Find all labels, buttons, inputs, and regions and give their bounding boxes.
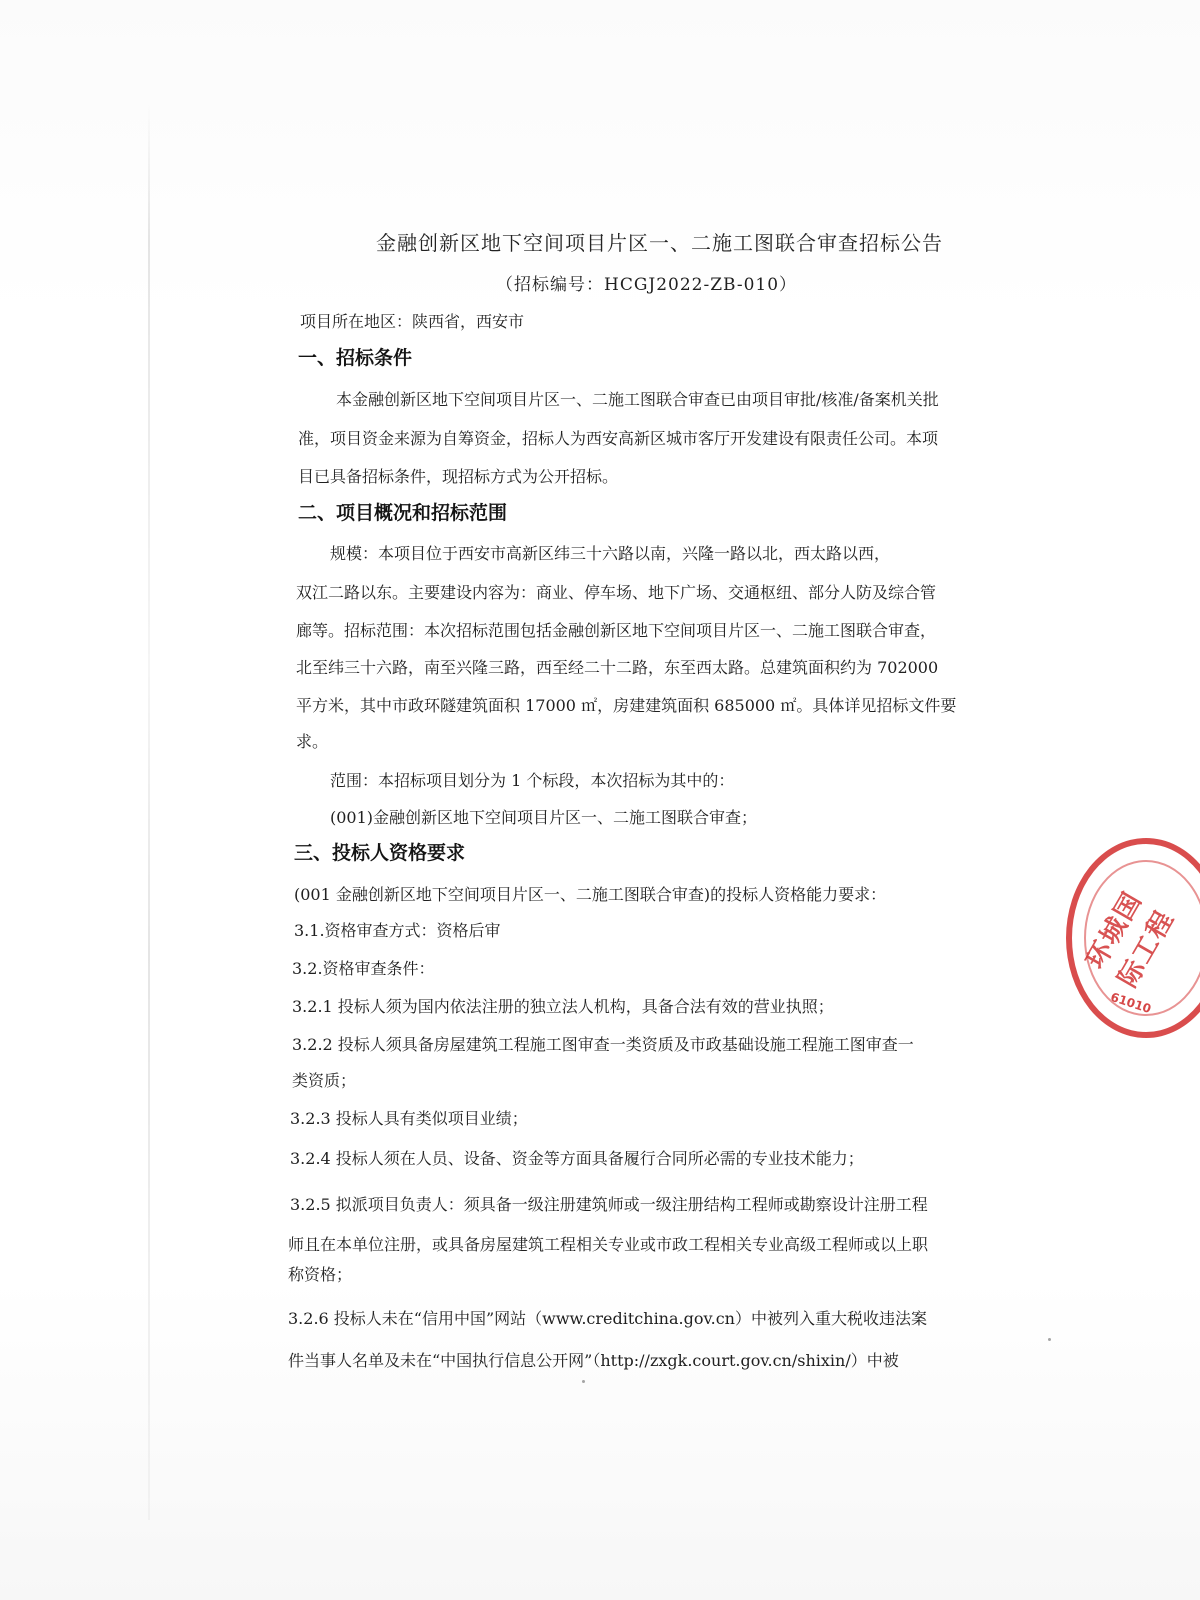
section-heading-2: 二、项目概况和招标范围 — [298, 502, 508, 524]
seal-number: 61010 — [1108, 989, 1153, 1017]
document-subtitle: （招标编号：HCGJ2022-ZB-010） — [496, 275, 798, 295]
scan-edge — [148, 100, 150, 1520]
paragraph-line: 类资质； — [292, 1071, 357, 1090]
document-title: 金融创新区地下空间项目片区一、二施工图联合审查招标公告 — [376, 231, 943, 255]
paragraph-line: 称资格； — [288, 1265, 353, 1284]
paragraph-line: 3.2.2 投标人须具备房屋建筑工程施工图审查一类资质及市政基础设施工程施工图审查一 — [292, 1035, 914, 1054]
section-heading-1: 一、招标条件 — [298, 347, 413, 369]
paragraph-line: 3.1.资格审查方式：资格后审 — [294, 921, 501, 940]
paragraph-line: 3.2.资格审查条件： — [292, 959, 435, 978]
paragraph-line: 件当事人名单及未在“中国执行信息公开网”（http://zxgk.court.gov.cn/shixin/）中被 — [288, 1351, 899, 1370]
paragraph-line: 3.2.1 投标人须为国内依法注册的独立法人机构，具备合法有效的营业执照； — [292, 997, 834, 1016]
section-heading-3: 三、投标人资格要求 — [294, 842, 466, 864]
paragraph-line: 3.2.5 拟派项目负责人：须具备一级注册建筑师或一级注册结构工程师或勘察设计注册工程 — [290, 1195, 928, 1214]
paragraph-line: 双江二路以东。主要建设内容为：商业、停车场、地下广场、交通枢纽、部分人防及综合管 — [296, 583, 937, 602]
seal-text: 环城国际工程 — [1080, 886, 1181, 993]
scan-speck — [1048, 1338, 1051, 1341]
paragraph-line: 准，项目资金来源为自筹资金，招标人为西安高新区城市客厅开发建设有限责任公司。本项 — [298, 429, 939, 448]
project-location: 项目所在地区：陕西省，西安市 — [300, 312, 525, 331]
paragraph-line: 3.2.3 投标人具有类似项目业绩； — [290, 1109, 528, 1128]
paragraph-line: 3.2.4 投标人须在人员、设备、资金等方面具备履行合同所必需的专业技术能力； — [290, 1149, 864, 1168]
paragraph-line: 3.2.6 投标人未在“信用中国”网站（www.creditchina.gov.cn）中被列入重大税收违法案 — [288, 1309, 927, 1328]
paragraph-line: 规模：本项目位于西安市高新区纬三十六路以南，兴隆一路以北，西太路以西， — [330, 544, 891, 563]
scan-speck — [582, 1380, 585, 1383]
scope-line: 范围：本招标项目划分为 1 个标段，本次招标为其中的： — [330, 771, 735, 790]
paragraph-line: (001 金融创新区地下空间项目片区一、二施工图联合审查)的投标人资格能力要求： — [294, 885, 887, 904]
paragraph-line: 北至纬三十六路，南至兴隆三路，西至经二十二路，东至西太路。总建筑面积约为 702000 — [296, 658, 939, 677]
lot-line: (001)金融创新区地下空间项目片区一、二施工图联合审查； — [330, 808, 758, 827]
paragraph-line: 平方米，其中市政环隧建筑面积 17000 ㎡，房建建筑面积 685000 ㎡。具体详见招标文件要 — [296, 696, 957, 715]
paragraph-line: 廊等。招标范围：本次招标范围包括金融创新区地下空间项目片区一、二施工图联合审查， — [296, 621, 937, 640]
paragraph-line: 目已具备招标条件，现招标方式为公开招标。 — [298, 467, 619, 486]
paragraph-line: 师且在本单位注册，或具备房屋建筑工程相关专业或市政工程相关专业高级工程师或以上职 — [288, 1235, 929, 1254]
paragraph-line: 本金融创新区地下空间项目片区一、二施工图联合审查已由项目审批/核准/备案机关批 — [336, 390, 939, 409]
paragraph-line: 求。 — [296, 732, 329, 751]
